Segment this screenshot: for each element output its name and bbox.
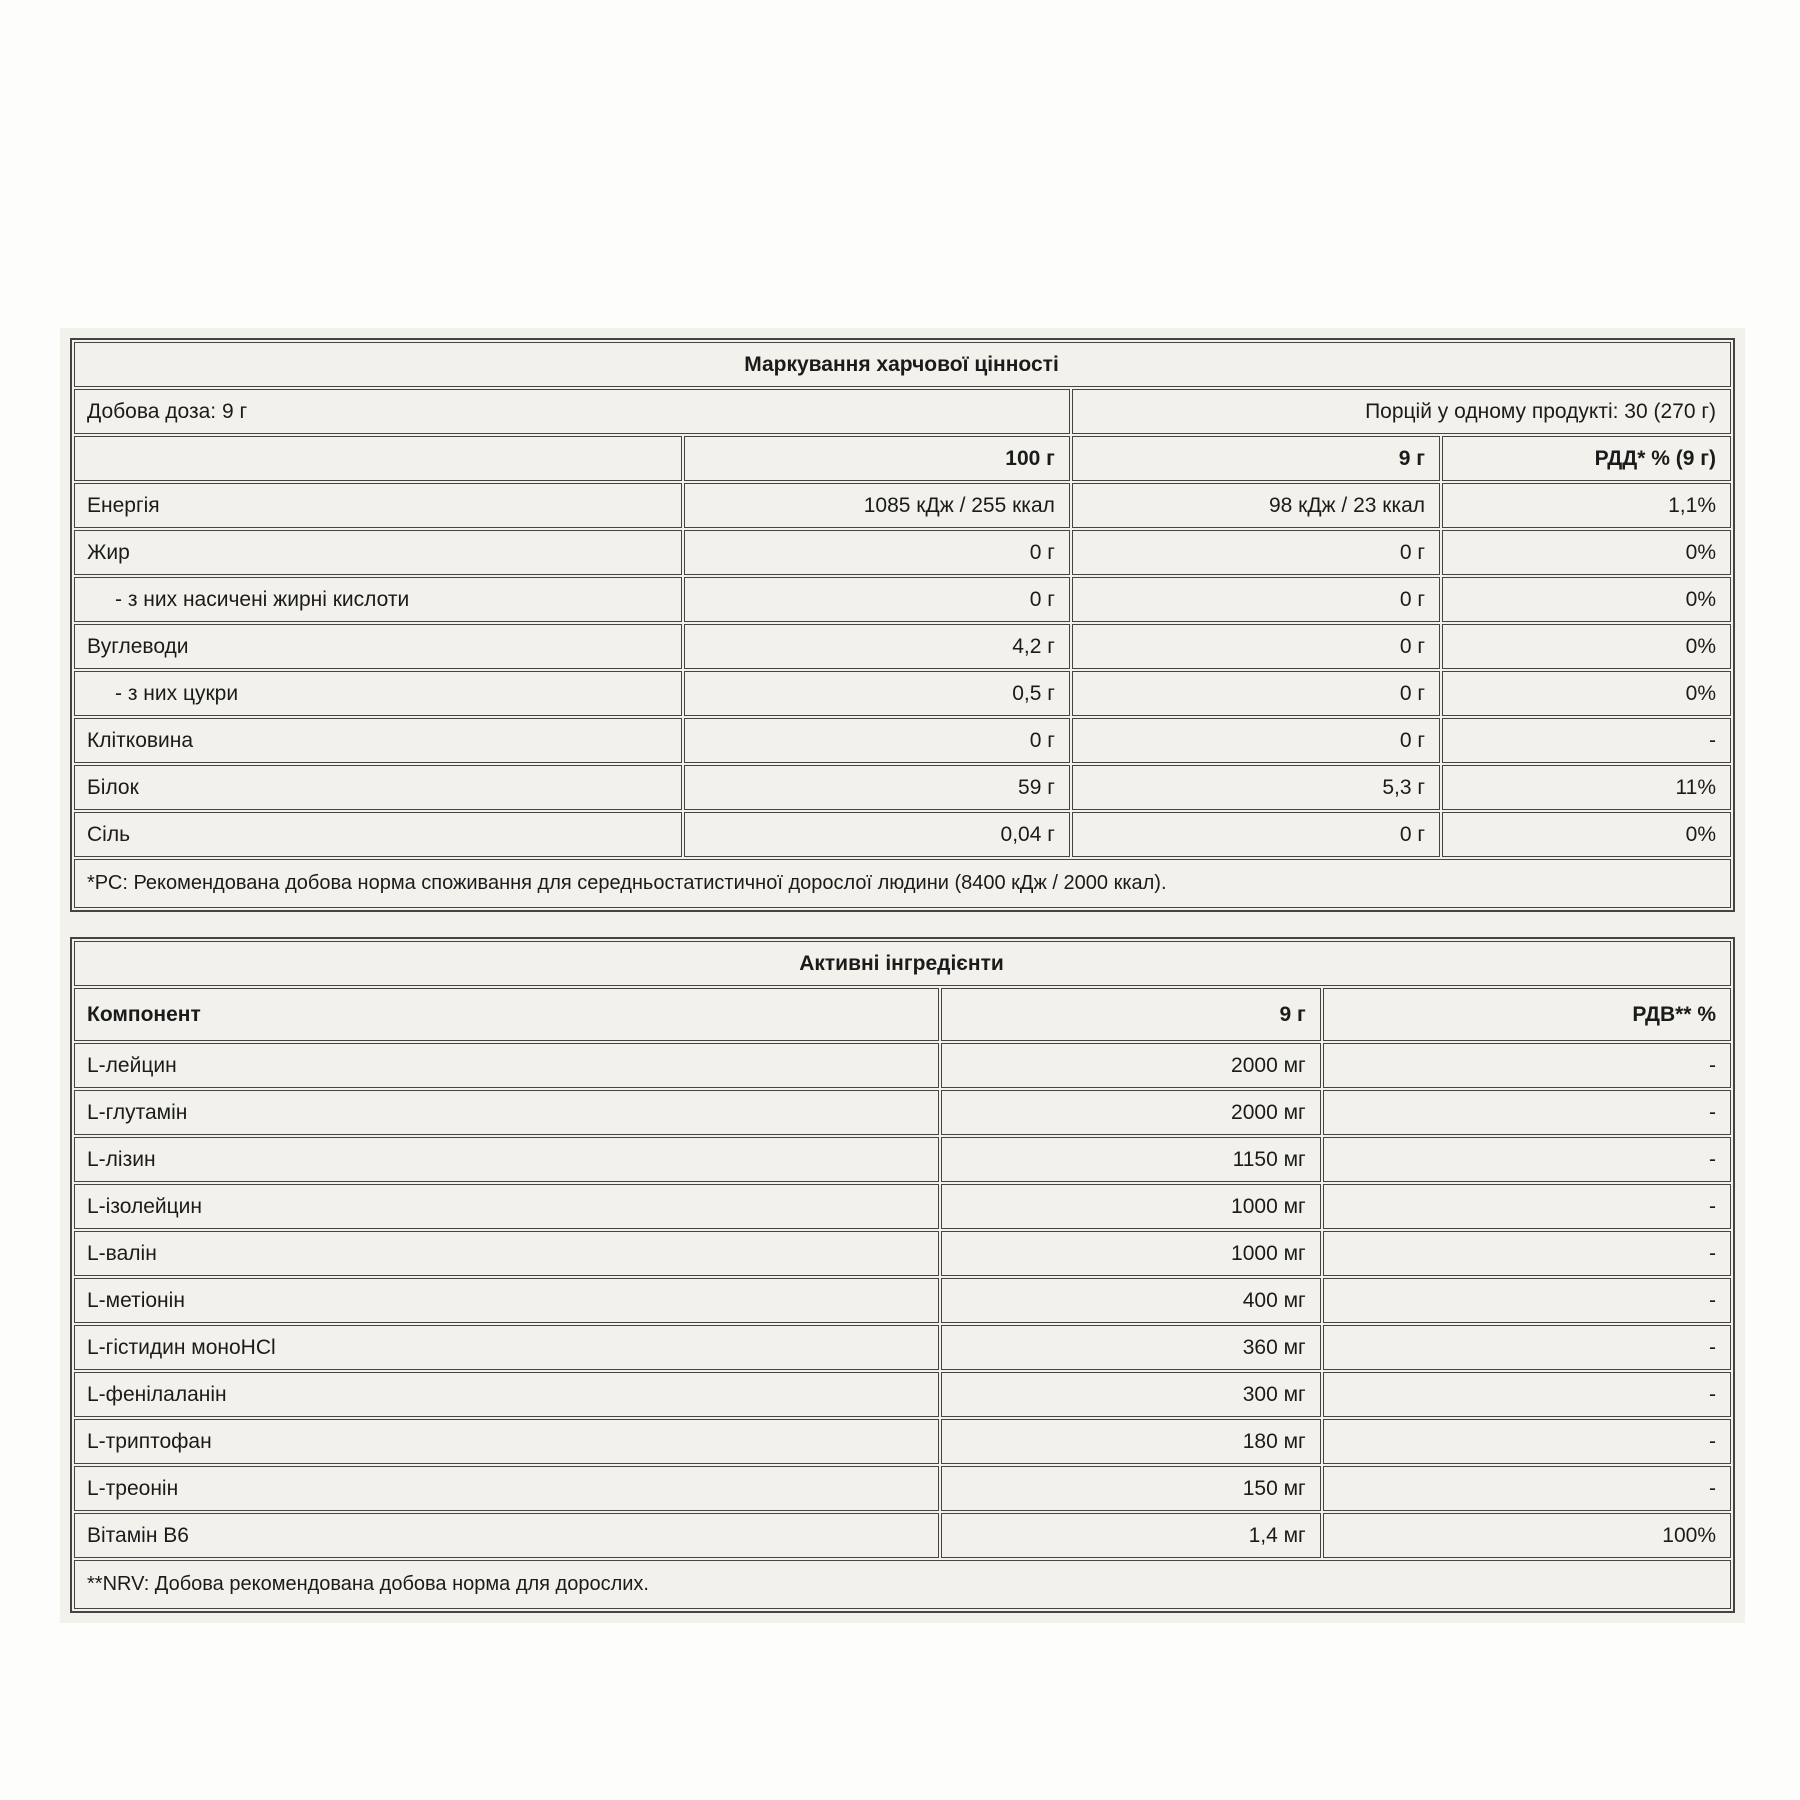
ingredient-rows xyxy=(74,1043,1731,1558)
nutrient-value-per-100g: 59 г xyxy=(684,765,1070,810)
ingredient-rdv-percent: - xyxy=(1323,1043,1731,1088)
active-ingredients-table xyxy=(70,937,1735,1613)
empty-header-cell xyxy=(74,436,682,481)
dose-servings-row xyxy=(74,389,1731,434)
nutrition-column-header-row xyxy=(74,436,1731,481)
ingredient-value-per-9g: 150 мг xyxy=(941,1466,1321,1511)
column-header-component: Компонент xyxy=(74,988,939,1041)
ingredient-value-per-9g: 360 мг xyxy=(941,1325,1321,1370)
ingredient-value-per-9g: 1000 мг xyxy=(941,1184,1321,1229)
nutrient-value-per-9g: 0 г xyxy=(1072,624,1440,669)
ingredient-label: L-триптофан xyxy=(74,1419,939,1464)
nutrient-value-per-100g: 0,5 г xyxy=(684,671,1070,716)
ingredient-rdv-percent: - xyxy=(1323,1372,1731,1417)
ingredient-label: Вітамін B6 xyxy=(74,1513,939,1558)
ingredients-column-header-row xyxy=(74,988,1731,1041)
column-header-100g: 100 г xyxy=(684,436,1070,481)
nutrient-row xyxy=(74,624,1731,669)
nutrition-rows xyxy=(74,483,1731,857)
nutrient-value-per-9g: 0 г xyxy=(1072,812,1440,857)
nutrient-value-per-9g: 0 г xyxy=(1072,577,1440,622)
nutrient-rdd-percent: 0% xyxy=(1442,577,1731,622)
nutrition-footnote-row xyxy=(74,859,1731,908)
ingredient-value-per-9g: 1000 мг xyxy=(941,1231,1321,1276)
nutrition-facts-table xyxy=(70,338,1735,912)
nutrient-label: Сіль xyxy=(74,812,682,857)
ingredient-row xyxy=(74,1278,1731,1323)
column-header-rdd: РДД* % (9 г) xyxy=(1442,436,1731,481)
ingredient-rdv-percent: - xyxy=(1323,1184,1731,1229)
column-header-9g: 9 г xyxy=(1072,436,1440,481)
column-header-rdv: РДВ** % xyxy=(1323,988,1731,1041)
nutrient-label: Жир xyxy=(74,530,682,575)
ingredient-label: L-ізолейцин xyxy=(74,1184,939,1229)
ingredient-label: L-лізин xyxy=(74,1137,939,1182)
ingredient-row xyxy=(74,1466,1731,1511)
nutrient-value-per-9g: 0 г xyxy=(1072,718,1440,763)
ingredient-value-per-9g: 1,4 мг xyxy=(941,1513,1321,1558)
ingredient-value-per-9g: 180 мг xyxy=(941,1419,1321,1464)
column-header-9g-ingredients: 9 г xyxy=(941,988,1321,1041)
ingredient-label: L-гістидин моноHCl xyxy=(74,1325,939,1370)
ingredient-label: L-лейцин xyxy=(74,1043,939,1088)
nutrient-label: Клітковина xyxy=(74,718,682,763)
nutrient-value-per-100g: 0 г xyxy=(684,718,1070,763)
nutrient-value-per-100g: 4,2 г xyxy=(684,624,1070,669)
ingredient-row xyxy=(74,1043,1731,1088)
nutrient-row xyxy=(74,765,1731,810)
ingredient-rdv-percent: - xyxy=(1323,1325,1731,1370)
ingredient-row xyxy=(74,1372,1731,1417)
servings-per-product-label: Порцій у одному продукті: 30 (270 г) xyxy=(1072,389,1731,434)
nutrient-label: Енергія xyxy=(74,483,682,528)
nutrient-row xyxy=(74,577,1731,622)
nutrient-value-per-100g: 0 г xyxy=(684,577,1070,622)
nutrient-label: Білок xyxy=(74,765,682,810)
nutrient-row xyxy=(74,718,1731,763)
ingredient-rdv-percent: - xyxy=(1323,1466,1731,1511)
ingredient-rdv-percent: - xyxy=(1323,1231,1731,1276)
ingredient-value-per-9g: 300 мг xyxy=(941,1372,1321,1417)
nutrient-rdd-percent: 1,1% xyxy=(1442,483,1731,528)
ingredient-row xyxy=(74,1090,1731,1135)
ingredient-label: L-метіонін xyxy=(74,1278,939,1323)
nutrient-label: - з них цукри xyxy=(74,671,682,716)
nutrient-value-per-9g: 0 г xyxy=(1072,530,1440,575)
ingredient-row xyxy=(74,1184,1731,1229)
nutrition-title-row xyxy=(74,342,1731,387)
ingredient-label: L-валін xyxy=(74,1231,939,1276)
ingredient-rdv-percent: - xyxy=(1323,1419,1731,1464)
ingredient-value-per-9g: 1150 мг xyxy=(941,1137,1321,1182)
nutrient-rdd-percent: 0% xyxy=(1442,624,1731,669)
ingredients-title-row xyxy=(74,941,1731,986)
nutrient-row xyxy=(74,530,1731,575)
nutrient-rdd-percent: - xyxy=(1442,718,1731,763)
nutrient-value-per-9g: 0 г xyxy=(1072,671,1440,716)
nutrient-row xyxy=(74,483,1731,528)
nutrient-value-per-100g: 0,04 г xyxy=(684,812,1070,857)
nutrient-value-per-9g: 98 кДж / 23 ккал xyxy=(1072,483,1440,528)
ingredient-row xyxy=(74,1513,1731,1558)
ingredient-label: L-треонін xyxy=(74,1466,939,1511)
ingredient-value-per-9g: 2000 мг xyxy=(941,1043,1321,1088)
nutrient-label: - з них насичені жирні кислоти xyxy=(74,577,682,622)
ingredient-label: L-глутамін xyxy=(74,1090,939,1135)
nutrition-table-title: Маркування харчової цінності xyxy=(74,342,1731,387)
nutrient-value-per-9g: 5,3 г xyxy=(1072,765,1440,810)
nutrient-value-per-100g: 1085 кДж / 255 ккал xyxy=(684,483,1070,528)
ingredient-row xyxy=(74,1137,1731,1182)
ingredients-footnote: **NRV: Добова рекомендована добова норма для дорослих. xyxy=(74,1560,1731,1609)
nutrient-row xyxy=(74,812,1731,857)
ingredient-rdv-percent: - xyxy=(1323,1137,1731,1182)
ingredient-value-per-9g: 2000 мг xyxy=(941,1090,1321,1135)
ingredient-value-per-9g: 400 мг xyxy=(941,1278,1321,1323)
nutrition-label-panel xyxy=(60,328,1745,1623)
nutrient-label: Вуглеводи xyxy=(74,624,682,669)
nutrient-row xyxy=(74,671,1731,716)
ingredient-label: L-фенілаланін xyxy=(74,1372,939,1417)
ingredient-rdv-percent: - xyxy=(1323,1278,1731,1323)
nutrient-rdd-percent: 11% xyxy=(1442,765,1731,810)
nutrient-rdd-percent: 0% xyxy=(1442,812,1731,857)
ingredient-rdv-percent: 100% xyxy=(1323,1513,1731,1558)
ingredient-row xyxy=(74,1325,1731,1370)
ingredients-table-title: Активні інгредієнти xyxy=(74,941,1731,986)
ingredient-row xyxy=(74,1231,1731,1276)
nutrient-value-per-100g: 0 г xyxy=(684,530,1070,575)
nutrient-rdd-percent: 0% xyxy=(1442,671,1731,716)
nutrition-footnote: *РС: Рекомендована добова норма споживання для середньостатистичної дорослої людини (8400 кДж / 2000 ккал). xyxy=(74,859,1731,908)
ingredients-footnote-row xyxy=(74,1560,1731,1609)
ingredient-row xyxy=(74,1419,1731,1464)
nutrient-rdd-percent: 0% xyxy=(1442,530,1731,575)
ingredient-rdv-percent: - xyxy=(1323,1090,1731,1135)
daily-dose-label: Добова доза: 9 г xyxy=(74,389,1070,434)
